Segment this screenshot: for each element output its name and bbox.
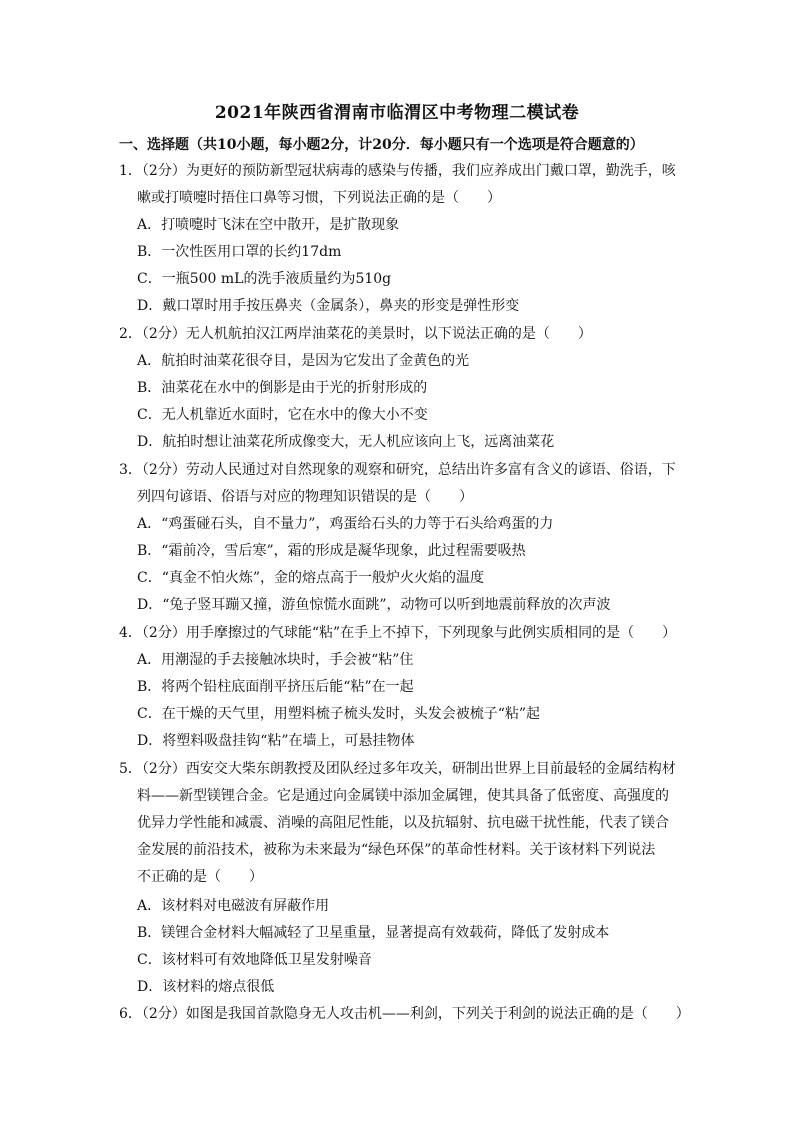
question-4-option-c: C．在干燥的天气里，用塑料梳子梳头发时，头发会被梳子“粘”起	[137, 706, 541, 722]
question-1-option-d: D．戴口罩时用手按压鼻夹（金属条），鼻夹的形变是弹性形变	[137, 298, 520, 314]
question-4-option-b: B．将两个铅柱底面削平挤压后能“粘”在一起	[137, 679, 414, 695]
question-5-stem-line-2: 料——新型镁锂合金。它是通过向金属镁中添加金属锂，使其具备了低密度、高强度的	[137, 788, 669, 804]
question-1-stem-line-2: 嗽或打喷嚏时捂住口鼻等习惯，下列说法正确的是（ ）	[137, 190, 501, 206]
question-2-option-c: C．无人机靠近水面时，它在水中的像大小不变	[137, 407, 428, 423]
question-2-option-b: B．油菜花在水中的倒影是由于光的折射形成的	[137, 380, 428, 396]
section-heading: 一、选择题（共10小题，每小题2分，计20分．每小题只有一个选项是符合题意的）	[119, 137, 644, 153]
question-3-stem-line-1: 3．（2分）劳动人民通过对自然现象的观察和研究，总结出许多富有含义的谚语、俗语，下	[119, 462, 676, 478]
question-2-option-a: A．航拍时油菜花很夺目，是因为它发出了金黄色的光	[137, 353, 470, 369]
question-1-option-b: B．一次性医用口罩的长约17dm	[137, 244, 342, 260]
question-4-option-d: D．将塑料吸盘挂钩“粘”在墙上，可悬挂物体	[137, 733, 415, 749]
question-5-stem-line-4: 金发展的前沿技术，被称为未来最为“绿色环保”的革命性材料。关于该材料下列说法	[137, 842, 656, 858]
question-5-option-d: D．该材料的熔点很低	[137, 979, 275, 995]
page-title: 2021年陕西省渭南市临渭区中考物理二模试卷	[214, 103, 580, 123]
question-2-option-d: D．航拍时想让油菜花所成像变大，无人机应该向上飞，远离油菜花	[137, 434, 555, 450]
question-5-option-b: B．镁锂合金材料大幅减轻了卫星重量，显著提高有效载荷，降低了发射成本	[137, 925, 610, 941]
question-3-stem-line-2: 列四句谚语、俗语与对应的物理知识错误的是（ ）	[137, 489, 473, 505]
question-4-stem-line-1: 4．（2分）用手摩擦过的气球能“粘”在手上不掉下，下列现象与此例实质相同的是（ ）	[119, 625, 677, 641]
question-3-option-a: A．“鸡蛋碰石头，自不量力”，鸡蛋给石头的力等于石头给鸡蛋的力	[137, 516, 554, 532]
question-3-option-c: C．“真金不怕火炼”，金的熔点高于一般炉火火焰的温度	[137, 570, 485, 586]
question-5-option-c: C．该材料可有效地降低卫星发射噪音	[137, 952, 372, 968]
question-1-stem-line-1: 1．（2分）为更好的预防新型冠状病毒的感染与传播，我们应养成出门戴口罩，勤洗手，咳	[119, 163, 676, 179]
question-1-option-c: C．一瓶500 mL的洗手液质量约为510g	[137, 271, 392, 287]
question-1-option-a: A．打喷嚏时飞沫在空中散开，是扩散现象	[137, 217, 400, 233]
question-2-stem-line-1: 2．（2分）无人机航拍汉江两岸油菜花的美景时，以下说法正确的是（ ）	[119, 326, 592, 342]
question-5-stem-line-5: 不正确的是（ ）	[137, 869, 263, 885]
question-3-option-b: B．“霜前冷，雪后寒”，霜的形成是凝华现象，此过程需要吸热	[137, 543, 526, 559]
question-3-option-d: D．“兔子竖耳蹦又撞，游鱼惊慌水面跳”，动物可以听到地震前释放的次声波	[137, 597, 611, 613]
question-5-option-a: A．该材料对电磁波有屏蔽作用	[137, 898, 330, 914]
question-5-stem-line-1: 5．（2分）西安交大柴东朗教授及团队经过多年攻关，研制出世界上目前最轻的金属结构材	[119, 761, 676, 777]
question-5-stem-line-3: 优异力学性能和减震、消噪的高阻尼性能，以及抗辐射、抗电磁干扰性能，代表了镁合	[137, 815, 669, 831]
question-4-option-a: A．用潮湿的手去接触冰块时，手会被“粘”住	[137, 652, 414, 668]
question-6-stem-line-1: 6．（2分）如图是我国首款隐身无人攻击机——利剑，下列关于利剑的说法正确的是（ ）	[119, 1006, 690, 1022]
